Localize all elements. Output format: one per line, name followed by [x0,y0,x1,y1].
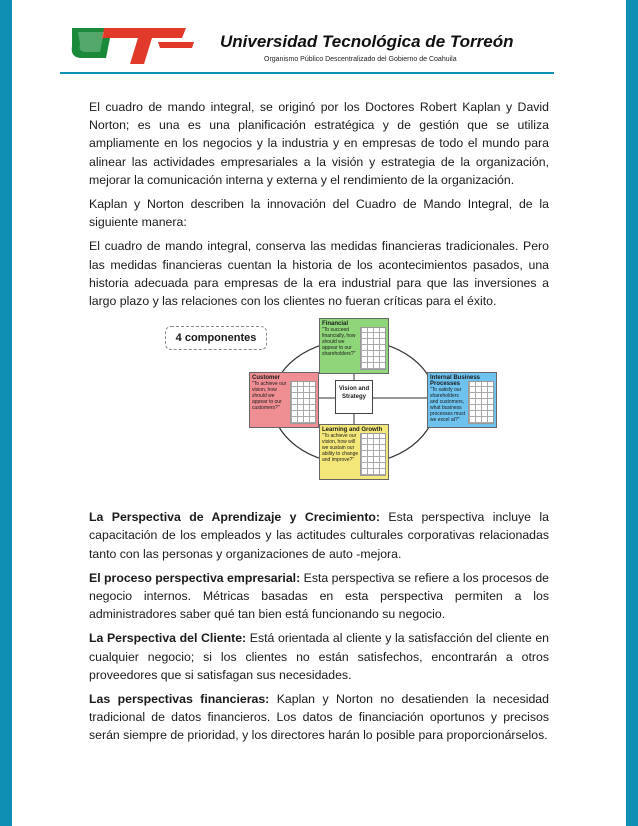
perspective-learning-text: Esta perspectiva incluye la capacitación de los empleados y las actitudes culturales corporativas relacionadas tanto con las personas y organizaciones de auto -mejora. [89,510,549,561]
paragraph-2: Kaplan y Norton describen la innovación del Cuadro de Mando Integral, de la siguiente manera: [89,197,549,230]
internal-processes-box [427,372,497,428]
learning-growth-text: "To achieve our vision, how will we sustain our ability to change and improve?" [322,433,359,464]
perspective-customer [89,629,549,684]
internal-processes-text: "To satisfy our shareholders and customers, what business processes must we excel at?" [430,387,466,424]
customer-title: Customer [252,375,281,382]
perspective-learning [89,508,549,563]
document-body [89,98,549,751]
perspective-customer-text: Está orientada al cliente y la satisfacción del cliente en cualquier negocio; si los clientes no están satisfechos, encontrarán a otros proveedores que si satisfagan sus necesidades. [89,631,549,682]
learning-growth-box [319,424,389,480]
learning-growth-grid [360,433,386,476]
university-subtitle: Organismo Público Descentralizado del Gobierno de Coahuila [264,56,457,63]
financial-grid [360,327,386,370]
university-title: Universidad Tecnológica de Torreón [220,32,514,51]
perspective-financial-text: Kaplan y Norton no desatienden la necesidad tradicional de datos financieros. Los datos de financiación oportunos y precisos serán siempre de prioridad, y los directores harán lo posible para proporcionárselos. [89,692,549,743]
header-divider [60,72,554,74]
customer-box [249,372,319,428]
perspective-learning-title: La Perspectiva de Aprendizaje y Crecimiento: [89,510,381,525]
internal-processes-grid [468,381,494,424]
customer-text: "To achieve our vision, how should we appear to our customers?" [252,381,287,412]
perspective-process [89,569,549,624]
perspective-financial [89,690,549,745]
page-header [60,12,580,72]
financial-title: Financial [322,321,349,328]
financial-text: "To succeed financially, how should we appear to our shareholders?" [322,327,356,358]
customer-grid [290,381,316,424]
perspective-process-text: Esta perspectiva se refiere a los procesos de negocio internos. Métricas basadas en esta perspectiva permiten a los administradores saber qué tan bien está funcionando su negocio. [89,570,549,622]
internal-processes-title: Internal Business Processes [430,375,481,388]
learning-growth-title: Learning and Growth [322,427,383,434]
perspective-customer-title: La Perspectiva del Cliente: [89,631,247,646]
right-border [626,0,638,826]
vision-strategy-box: Vision and Strategy [335,380,373,414]
utt-logo [68,18,198,68]
balanced-scorecard-diagram [89,318,549,488]
financial-box [319,318,389,374]
perspective-financial-title: Las perspectivas financieras: [89,692,270,707]
paragraph-3: El cuadro de mando integral, conserva las medidas financieras tradicionales. Pero las medidas financieras cuentan la historia de los acontecimientos pasados, una historia adecuada para empresas de la era industrial para que las inversiones a largo plazo y las relaciones con los clientes no fueran críticas para el éxito. [89,239,549,309]
components-label: 4 componentes [165,326,267,350]
left-border [0,0,12,826]
paragraph-1: El cuadro de mando integral, se originó por los Doctores Robert Kaplan y David Norton; es una es una planificación estratégica y de gestión que se utiliza ampliamente en los negocios y la industria y en empresas de todo el mundo para alinear las actividades empresariales a la visión y estrategia de la organización, mejorar la comunicación interna y externa y el rendimiento de la organización. [89,100,549,187]
perspective-process-title: El proceso perspectiva empresarial: [89,570,301,585]
